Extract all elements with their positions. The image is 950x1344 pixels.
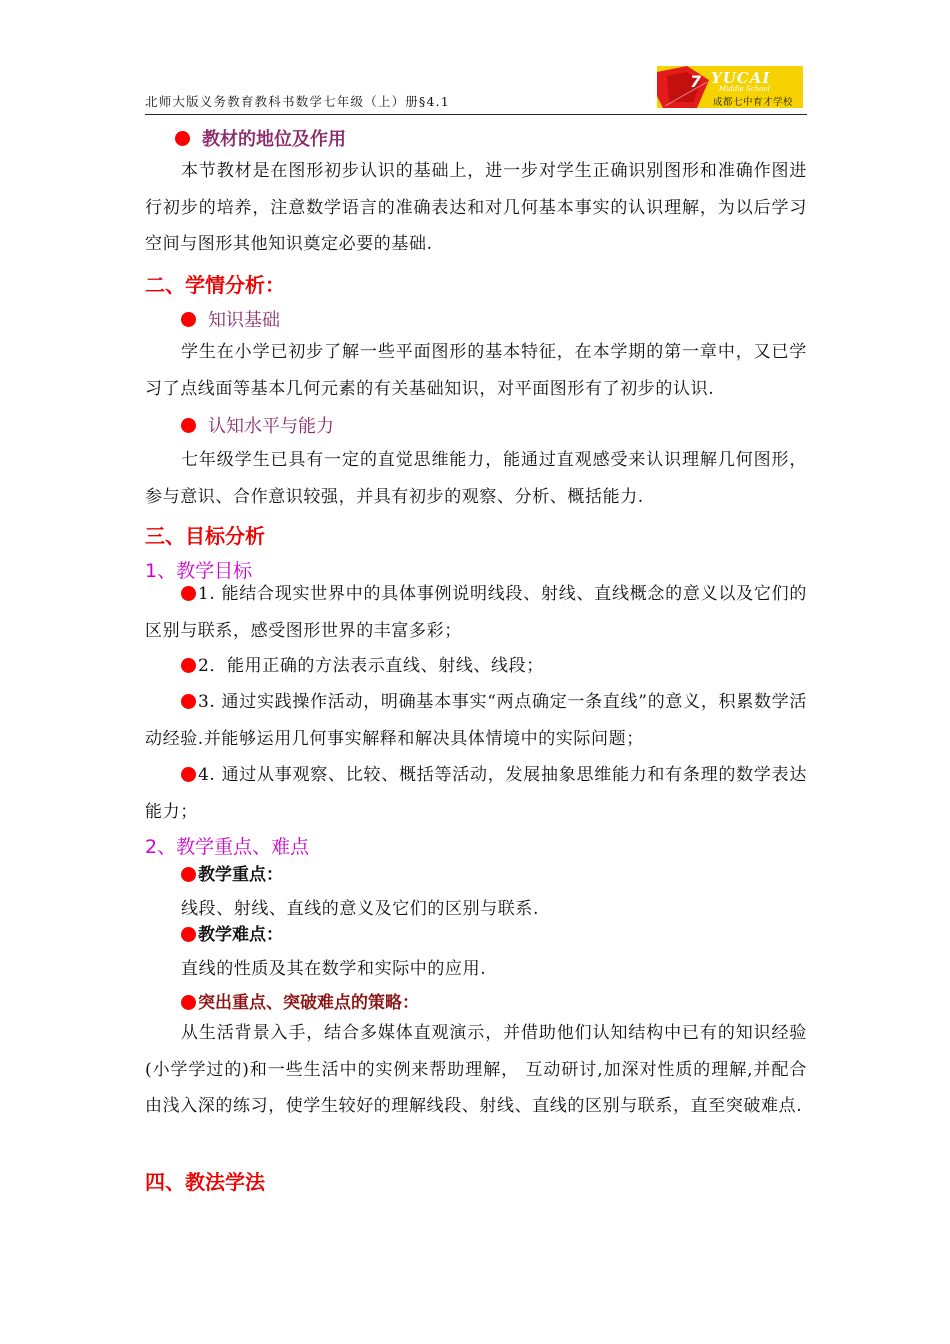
goal-item-4: 4. 通过从事观察、比较、概括等活动，发展抽象思维能力和有条理的数学表达能力； (145, 765, 807, 822)
bullet-icon (181, 312, 196, 327)
goal-item-2: 2．能用正确的方法表示直线、射线、线段； (145, 648, 807, 685)
difficulty-heading: 教学难点： (145, 920, 843, 945)
bullet-icon (181, 867, 196, 882)
bullet-icon (181, 995, 196, 1010)
cognition-heading: 认知水平与能力 (145, 412, 843, 438)
logo-number: 7 (690, 72, 702, 91)
section-heading-student: 二、学情分析： (145, 273, 285, 297)
goal-item-1: 1. 能结合现实世界中的具体事例说明线段、射线、直线概念的意义以及它们的区别与联系，感受图形世界的丰富多彩； (145, 584, 807, 641)
knowledge-paragraph: 学生在小学已初步了解一些平面图形的基本特征，在本学期的第一章中，又已学习了点线面等基本几何元素的有关基础知识，对平面图形有了初步的认识. (145, 342, 807, 399)
school-logo (657, 66, 803, 108)
subsection-heading-teaching-goal: 1、教学目标 (145, 560, 253, 582)
subsection-heading-key-points: 2、教学重点、难点 (145, 836, 310, 858)
status-paragraph: 本节教材是在图形初步认识的基础上，进一步对学生正确识别图形和准确作图进行初步的培养，注意数学语言的准确表达和对几何基本事实的认识理解，为以后学习空间与图形其他知识奠定必要的基础. (145, 161, 807, 254)
logo-brand: YUCAI (711, 69, 771, 87)
status-heading: 教材的地位及作用 (145, 125, 837, 151)
strategy-paragraph: 从生活背景入手，结合多媒体直观演示，并借助他们认知结构中已有的知识经验(小学学过的)和一些生活中的实例来帮助理解， 互动研讨,加深对性质的理解,并配合由浅入深的练习，使学生较好的理解线段、射线、直线的区别与联系，直至突破难点. (145, 1023, 807, 1116)
bullet-icon (181, 767, 196, 782)
section-heading-method: 四、教法学法 (145, 1170, 265, 1194)
strategy-heading: 突出重点、突破难点的策略： (145, 988, 843, 1013)
section-heading-goal: 三、目标分析 (145, 524, 265, 548)
goal-item-3: 3. 通过实践操作活动，明确基本事实“两点确定一条直线”的意义，积累数学活动经验.并能够运用几何事实解释和解决具体情境中的实际问题； (145, 692, 807, 749)
bullet-icon (181, 658, 196, 673)
bullet-icon (181, 586, 196, 601)
bullet-icon (181, 694, 196, 709)
logo-school-name: 成都七中育才学校 (713, 97, 794, 108)
bullet-icon (181, 418, 196, 433)
logo-brand-sub: Middle School (719, 85, 770, 93)
key-point-text: 线段、射线、直线的意义及它们的区别与联系. (181, 899, 540, 919)
bullet-icon (181, 927, 196, 942)
difficulty-text: 直线的性质及其在数学和实际中的应用. (181, 959, 487, 979)
knowledge-heading: 知识基础 (145, 306, 843, 332)
cognition-paragraph: 七年级学生已具有一定的直觉思维能力，能通过直观感受来认识理解几何图形，参与意识、合作意识较强，并具有初步的观察、分析、概括能力. (145, 450, 807, 507)
header-title: 北师大版义务教育教科书数学七年级（上）册§4.1 (145, 94, 450, 109)
bullet-icon (175, 131, 190, 146)
key-point-heading: 教学重点： (145, 860, 843, 885)
page-header (145, 64, 807, 115)
